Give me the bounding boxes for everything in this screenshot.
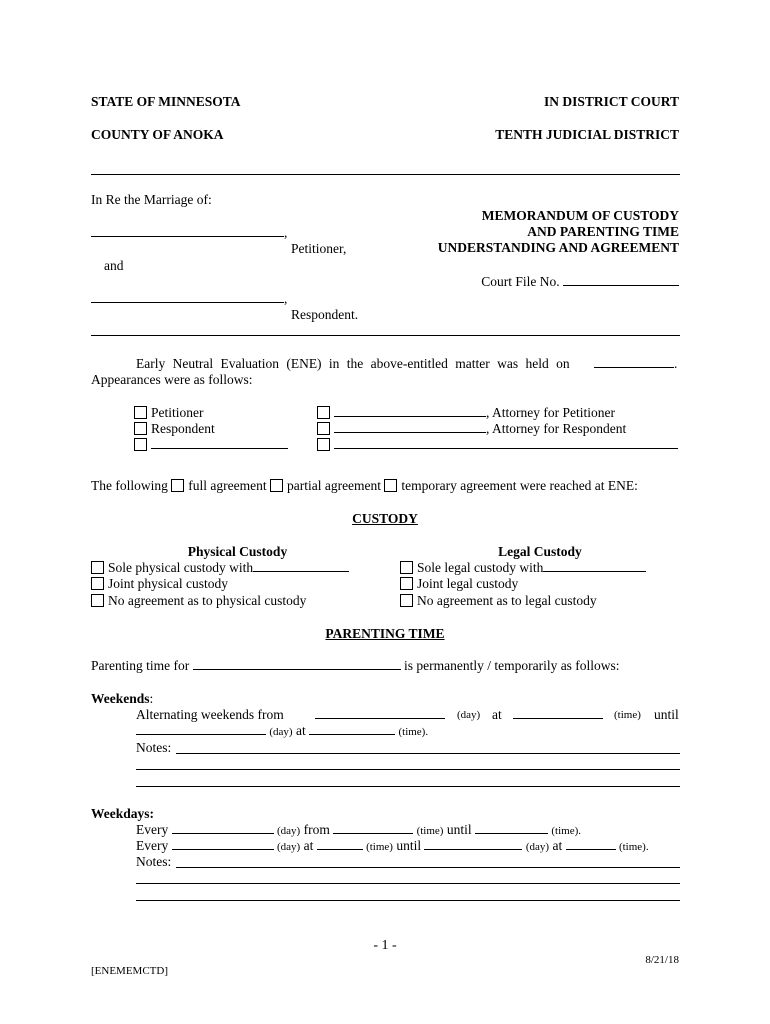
page-number: - 1 - [373,938,397,953]
attorney-petitioner-row[interactable] [317,405,615,421]
weekday-until-time-field[interactable] [475,822,548,834]
physical-none-option[interactable] [91,593,306,609]
weekend-from-time-field[interactable] [513,707,603,723]
time-label: (time). [551,825,581,837]
checkbox[interactable] [91,561,104,574]
petitioner-label: Petitioner, [291,241,347,256]
alternating-label: Alternating weekends from [136,707,284,722]
attorney-petitioner-label: , Attorney for Petitioner [486,405,615,420]
checkbox[interactable] [134,438,147,451]
doc-title-line3: UNDERSTANDING AND AGREEMENT [437,240,679,255]
physical-joint-option[interactable] [91,576,228,592]
attorney-respondent-label: , Attorney for Respondent [486,421,627,436]
checkbox[interactable] [91,594,104,607]
parenting-for-field[interactable] [193,658,401,670]
weekend-until-day-field[interactable] [136,723,266,735]
until-label: until [396,838,422,853]
checkbox[interactable] [317,406,330,419]
weekday-until-day-field[interactable] [424,838,522,850]
legal-sole-option[interactable] [400,560,646,576]
appearances-label: Appearances were as follows: [91,372,253,387]
legal-joint-option[interactable] [400,576,518,592]
temporary-agreement-checkbox[interactable] [384,479,397,492]
attorney-respondent-row[interactable] [317,421,626,437]
weekends-notes-line[interactable] [176,753,680,754]
partial-agreement-label: partial agreement [286,478,382,493]
court-name: IN DISTRICT COURT [543,94,679,109]
doc-title-line1: MEMORANDUM OF CUSTODY [481,208,679,223]
form-code: [ENEMEMCTD] [91,965,168,977]
weekday-until-time-field[interactable] [566,838,616,850]
weekend-until-row [136,723,428,739]
court-file-field[interactable] [481,274,679,290]
every-label: Every [136,838,169,853]
parenting-heading: PARENTING TIME [325,626,445,641]
legal-joint-label: Joint legal custody [417,576,519,591]
legal-custody-heading: Legal Custody [498,544,582,559]
weekday-row-2 [136,838,649,854]
day-label: (day) [276,825,301,837]
at-label: at [492,707,502,722]
weekday-day-field[interactable] [172,822,274,834]
at-label: at [295,723,306,738]
weekdays-notes-line[interactable] [176,867,680,868]
weekend-until-time-field[interactable] [309,723,395,735]
district-name: TENTH JUDICIAL DISTRICT [495,127,679,142]
at-label: at [303,838,314,853]
time-label: (time) [416,825,444,837]
weekends-heading [91,691,153,707]
day-label: (day) [525,841,550,853]
checkbox[interactable] [134,406,147,419]
checkbox[interactable] [91,577,104,590]
ene-intro [136,356,570,372]
caption-divider [91,335,680,336]
weekday-from-time-field[interactable] [333,822,413,834]
day-label: (day) [276,841,301,853]
county-name: COUNTY OF ANOKA [91,127,224,142]
full-agreement-label: full agreement [188,478,267,493]
respondent-name-field[interactable]: , [91,291,287,307]
until-label: until [654,707,679,722]
appearance-other[interactable] [134,437,288,453]
doc-title-line2: AND PARENTING TIME [527,224,679,239]
court-file-label: Court File No. [481,274,560,289]
checkbox[interactable] [400,577,413,590]
weekends-heading-colon: : [149,691,154,706]
at-label: at [552,838,563,853]
temporary-agreement-label: temporary agreement were reached at ENE: [401,478,638,493]
day-label: (day) [269,726,293,738]
attorney-other-row[interactable] [317,437,678,453]
weekdays-heading: Weekdays: [91,806,155,821]
weekends-heading-text: Weekends [91,691,150,706]
partial-agreement-checkbox[interactable] [270,479,283,492]
custody-heading: CUSTODY [352,511,418,526]
state-name: STATE OF MINNESOTA [91,94,241,109]
time-label: (time) [614,709,641,721]
checkbox[interactable] [400,561,413,574]
legal-sole-label: Sole legal custody with [417,560,544,575]
time-label: (time) [366,841,393,853]
weekends-notes-line[interactable] [136,786,680,787]
respondent-label: Respondent. [291,307,359,322]
checkbox[interactable] [134,422,147,435]
physical-custody-heading: Physical Custody [187,544,288,559]
weekday-row-1 [136,822,581,838]
agreement-row [91,478,638,494]
weekdays-notes-label: Notes: [136,854,172,869]
every-label: Every [136,822,169,837]
day-label: (day) [457,709,481,721]
from-label: from [303,822,330,837]
ene-date-field[interactable]: . [594,356,677,372]
checkbox[interactable] [400,594,413,607]
weekends-notes-label: Notes: [136,740,172,755]
appearance-petitioner-label: Petitioner [151,405,204,420]
legal-none-label: No agreement as to legal custody [417,593,597,608]
checkbox[interactable] [317,422,330,435]
legal-none-option[interactable] [400,593,597,609]
ene-intro-text: Early Neutral Evaluation (ENE) in the above-entitled matter was held on [136,356,570,371]
and-label: and [104,258,124,273]
until-label: until [446,822,472,837]
physical-joint-label: Joint physical custody [108,576,228,591]
parenting-for-prefix: Parenting time for [91,658,190,673]
appearance-respondent-label: Respondent [151,421,215,436]
physical-none-label: No agreement as to physical custody [108,593,307,608]
header-divider [91,174,680,175]
in-re-label: In Re the Marriage of: [91,192,212,207]
revision-date: 8/21/18 [645,954,679,966]
weekday-day-field[interactable] [172,838,274,850]
time-label: (time). [618,841,649,853]
appearance-petitioner[interactable] [134,405,204,421]
weekdays-notes-line[interactable] [136,883,680,884]
physical-sole-label: Sole physical custody with [108,560,254,575]
agreement-prefix: The following [91,478,168,493]
time-label: (time). [398,726,429,738]
appearance-respondent[interactable] [134,421,215,437]
physical-sole-option[interactable] [91,560,349,576]
weekends-notes-line[interactable] [136,769,680,770]
petitioner-name-field[interactable]: , [91,225,287,241]
full-agreement-checkbox[interactable] [171,479,184,492]
checkbox[interactable] [317,438,330,451]
weekdays-notes-line[interactable] [136,900,680,901]
parenting-for-row [91,658,620,674]
weekend-from-day-field[interactable] [315,707,445,723]
parenting-for-suffix: is permanently / temporarily as follows: [403,658,620,673]
weekday-at-time-field[interactable] [317,838,363,850]
